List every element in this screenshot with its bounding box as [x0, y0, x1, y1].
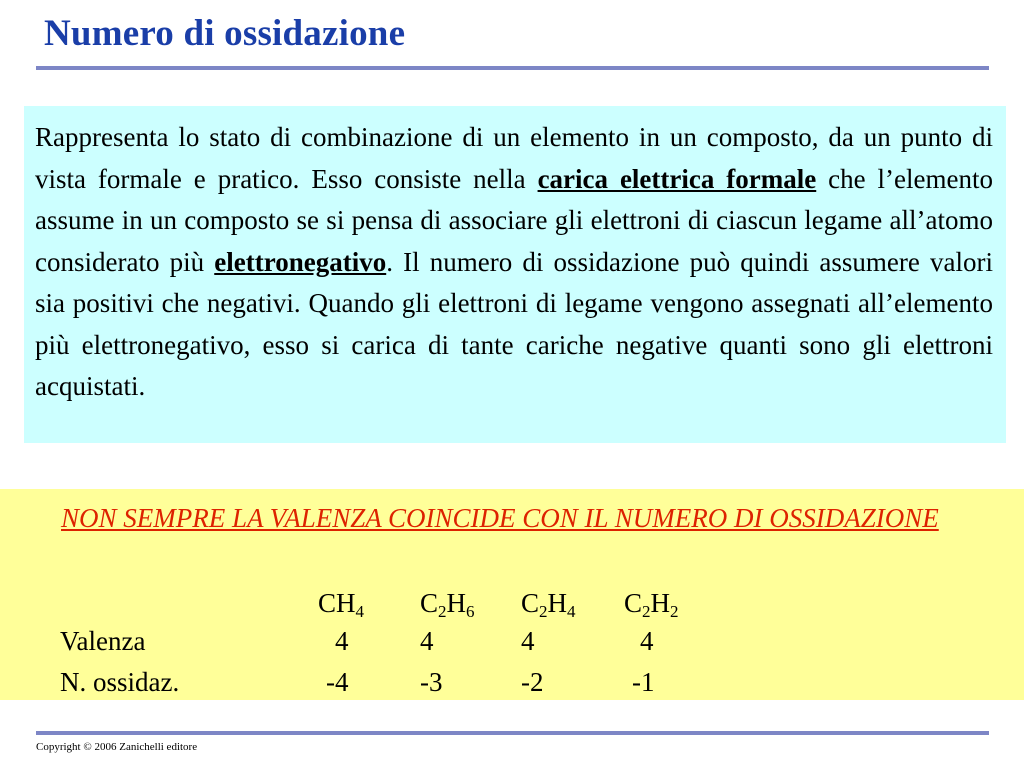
ossidaz-ch4: -4 — [326, 667, 349, 697]
definition-term-carica: carica elettrica formale — [537, 163, 817, 194]
row-label-valenza: Valenza — [60, 626, 146, 656]
valenza-c2h4: 4 — [521, 626, 535, 656]
definition-text-3: . Il numero di ossidazione può quindi assumere valori sia positivi che negativi. Quando gli elettroni di legame vengono assegnati all’elemento più elettronegativo, esso si carica di tante cariche negative quanti sono gli elettroni acquistati. — [35, 246, 993, 401]
valenza-c2h6: 4 — [420, 626, 434, 656]
formula-c2h6: $C_2H_6$ — [420, 588, 475, 621]
slide-title: Numero di ossidazione — [44, 13, 406, 54]
footer-divider — [36, 731, 989, 735]
definition-text-1: Rappresenta lo stato di combinazione di un elemento in un composto, da un punto di vista formale e pratico. Esso consiste nella — [35, 122, 993, 194]
ossidaz-c2h4: -2 — [521, 667, 544, 697]
warning-note: NON SEMPRE LA VALENZA COINCIDE CON IL NUMERO DI OSSIDAZIONE — [61, 503, 939, 533]
title-divider — [36, 66, 989, 70]
formula-c2h2: $C_2H_2$ — [624, 588, 679, 621]
formula-c2h4: $C_2H_4$ — [521, 588, 576, 621]
copyright-notice: Copyright © 2006 Zanichelli editore — [36, 741, 198, 753]
ossidaz-c2h2: -1 — [632, 667, 655, 697]
ossidaz-c2h6: -3 — [420, 667, 443, 697]
definition-text-2: che l’elemento assume in un composto se si pensa di associare gli elettroni di ciascun legame all’atomo considerato più — [35, 163, 993, 277]
row-label-ossidazione: N. ossidaz. — [60, 667, 180, 697]
definition-term-elettronegativo: elettronegativo — [214, 246, 387, 277]
definition-box — [24, 106, 1006, 443]
valenza-ch4: 4 — [335, 626, 349, 656]
formula-ch4: $CH_4$ — [318, 588, 365, 621]
valenza-c2h2: 4 — [640, 626, 654, 656]
